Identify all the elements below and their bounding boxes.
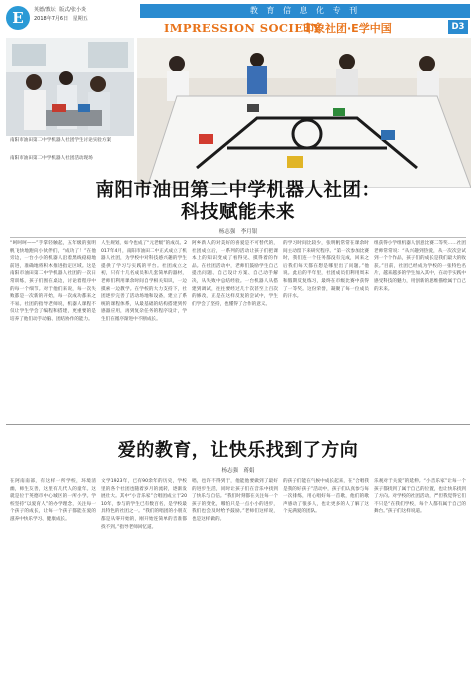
edition-label: 英德/教坛 (34, 7, 56, 13)
article2-byline: 杨志强 蒋娟 (221, 468, 255, 474)
article1-title (40, 180, 436, 224)
photo-robot-field (137, 38, 471, 188)
page-number: D3 (448, 20, 468, 34)
photo-caption-left: 南阳市油田第二中学机器人社团学生讨论实验方案 (10, 138, 112, 143)
article2-column-4: 的孩子们能在气候中成长起来，在“合唱我是我的好孩子”活动中，孩子们认真参与每一次排练，用心唱好每一首歌，他们的歌声感动了很多人，也让更多的人了解了这个充满爱的团队。 (283, 479, 369, 515)
photo-caption-right: 南阳市油田第二中学机器人社团活动现场 (10, 156, 93, 161)
section-banner: 教 育 信 息 化 专 刊 (140, 4, 470, 18)
article2-column-2: 文学1923年，已有90余年的历史，学校里的各个社团也随着岁月的流转，逐渐发展壮大。其中“小音乐家”合唱团成立于2010年，参与的学生已有数百名，是学校最具特色的社团之一。“我们的唱团的小朋友都是从零开始的，刚开始连简单的音准都找不到。”指导老师回忆道。 (101, 479, 187, 530)
photo-students-discussing (6, 38, 134, 136)
article1-column-4: 的学习时间比较少，张明帆常常在课余时间主动留下来研究程序。“第一次参加比赛时，我们连一个任务都没有完成，回来之后我们每天都在想是哪里出了问题。”他说。此后的半年里，社团成员们利用周末和假期反复练习，最终在市级比赛中获得了一等奖。这份荣誉，凝聚了每一位成员的汗水。 (283, 241, 369, 300)
section-divider (6, 424, 470, 425)
article1-rule (10, 237, 466, 238)
article1-column-2: 人生规划，如今也成了“元老级”的成员。2017年4月，南阳市油田二中正式成立了机器人社团，为学校中对科技感兴趣的学生提供了学习与实践的平台。社团成立之初，只有十几名成员和几套简单的器材，老师们利用课余时间自学相关知识，一边摸索一边教学。在学校的大力支持下，社团逐步完善了活动场地和设备，建立了系统的课程体系，从最基础的结构搭建到传感器应用，再到复杂任务的程序设计，学生们在循序渐进中不断成长。 (101, 241, 187, 322)
article2-column-1: 在阿南南部，有这样一所学校，环境清幽，师生友善，这里有几代人的童年。这就是位于英德市中心城区的一所小学。学校坚持“以爱育人”的办学理念，关注每一个孩子的成长，让每一个孩子都能在爱的滋养中快乐学习、健康成长。 (10, 479, 96, 522)
section-title-cn: 印象社团·E学中国 (303, 22, 392, 35)
article2-column-5: 乐观对于关爱”的延伸。“小音乐家”让每一个孩子都找到了属于自己的位置，也让快乐找到了方向。对学校的社团活动，严但我觉得它们不只是“在我们学校，每个人都有属于自己的舞台。”孩子们这样说道。 (374, 479, 466, 515)
article1-column-1: “呵呵呵——”手掌轻触起，五年级的张明帆飞快地跑向小伙伴们，“成功了！”在他旁边，一台小小的机器人沿着黑线稳稳地前进，准确地将积木推进指定区域。这是南阳市油田第二中学机器人社团的一次日常训练，孩子们围在桌边，讨论着程序中的每一个细节。对于他们来说，每一次失败都是一次新的开始，每一次成功都来之不易。社团的指导老师说，机器人课程不仅让学生学会了编程和搭建，更重要的是培养了他们动手动脑、团结协作的能力。 (10, 241, 96, 322)
masthead-logo: E (6, 6, 30, 30)
article2-column-3: 唱，也许不得到于，他能他要做到了最好的进步生活，同时让孩子们在音乐中找到了快乐与自信。“我们时刻都在关注每一个孩子的变化，哪怕只是一点小小的进步，我们也会及时给予鼓励。”老师们这样说，也是这样做的。 (192, 479, 278, 522)
article2-title: 爱的教育，让快乐找到了方向 (117, 440, 359, 461)
issue-date: 2018年7月6日 (34, 16, 69, 22)
article1-title-line2: 科技赋能未来 (180, 202, 295, 223)
issue-weekday: 星期五 (72, 16, 88, 22)
article1-column-5: 组获得小学组机器人创意比赛二等奖……社团老师常常说：“从兴趣到热爱，从一次次尝试到一个个作品，孩子们的成长是我们最大的收获。”目前，社团已经成为学校的一张特色名片，越来越多的学生加入其中，在动手实践中感受科技的魅力，用创新的思维描绘属于自己的未来。 (374, 241, 466, 292)
article1-column-3: 阿乡新人的对美好的喜爱是不可替代的，社团成立后，一系列的活动让孩子们把课本上的知识变成了看得见、摸得着的作品。在社团活动中，老师们鼓励学生自己提出问题、自己设计方案、自己动手解决，从失败中总结经验。一台机器人从搭建到调试，往往要经过几十次甚至上百次的修改，正是在这样反复的尝试中，学生们学会了坚持，也懂得了合作的意义。 (192, 241, 278, 307)
section-title-en: IMPRESSION SOCIETY (164, 21, 321, 35)
article1-byline: 杨志强 李月银 (218, 229, 258, 235)
article1-title-line1: 南阳市油田第二中学机器人社团： (95, 180, 381, 201)
layout-label: 版式/张小炎 (59, 7, 86, 13)
